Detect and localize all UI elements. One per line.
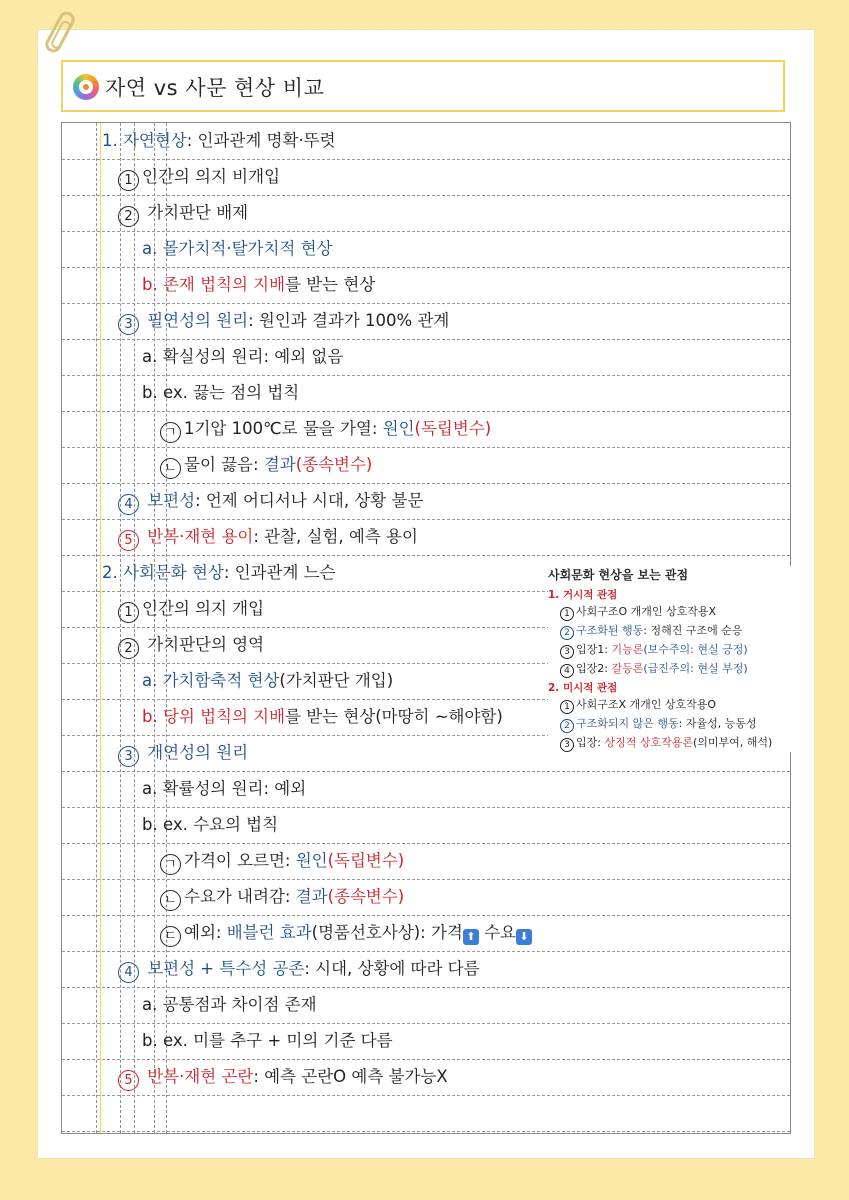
list-item: b. ex. 미를 추구 + 미의 기준 다름: [142, 1031, 393, 1050]
title-box: [61, 60, 785, 112]
list-item: 1 인간의 의지 개입: [118, 591, 264, 627]
list-item: a. 가치함축적 현상(가치판단 개입): [142, 671, 394, 690]
arrow-up-icon: ⬆: [463, 929, 479, 945]
list-item: b. ex. 끓는 점의 법칙: [142, 383, 300, 402]
list-item: 5 반복·재현 곤란: 예측 곤란O 예측 불가능X: [118, 1059, 448, 1095]
list-item: b. 당위 법칙의 지배를 받는 현상(마땅히 ~해야함): [142, 707, 503, 726]
section-heading-natural: 1. 자연현상: 인과관계 명확·뚜렷: [102, 131, 336, 150]
list-item: 2 가치판단의 영역: [118, 627, 264, 663]
list-item: a. 몰가치적·탈가치적 현상: [142, 239, 333, 258]
side-note-item: 2 구조화되지 않은 행동: 자율성, 능동성: [548, 714, 793, 733]
arrow-down-icon: ⬇: [516, 929, 532, 945]
list-item: ㄱ 1기압 100℃로 물을 가열: 원인(독립변수): [160, 411, 491, 447]
side-note-item: 3 입장1: 기능론(보수주의: 현실 긍정): [548, 640, 793, 659]
list-item: 5 반복·재현 용이: 관찰, 실험, 예측 용이: [118, 519, 418, 555]
side-note-item: 3 입장: 상징적 상호작용론(의미부여, 해석): [548, 733, 793, 752]
list-item: ㄱ 가격이 오르면: 원인(독립변수): [160, 843, 404, 879]
swirl-icon: [73, 74, 99, 100]
side-note-item: 1 사회구조O 개개인 상호작용X: [548, 602, 793, 621]
list-item: b. 존재 법칙의 지배를 받는 현상: [142, 275, 376, 294]
side-note-item: 1 사회구조X 개개인 상호작용O: [548, 695, 793, 714]
list-item: 4 보편성 + 특수성 공존: 시대, 상황에 따라 다름: [118, 951, 480, 987]
side-note-item: 2 구조화된 행동: 정해진 구조에 순응: [548, 621, 793, 640]
ruled-row: [62, 1095, 790, 1132]
list-item: a. 확률성의 원리: 예외: [142, 779, 307, 798]
side-note-heading: 1. 거시적 관점: [548, 589, 618, 601]
side-note-heading: 2. 미시적 관점: [548, 682, 618, 694]
list-item: 4 보편성: 언제 어디서나 시대, 상황 불문: [118, 483, 423, 519]
side-note-item: 4 입장2: 갈등론(급진주의: 현실 부정): [548, 659, 793, 678]
page-title: 자연 vs 사문 현상 비교: [105, 76, 325, 100]
list-item: 3 개연성의 원리: [118, 735, 248, 771]
list-item: 3 필연성의 원리: 원인과 결과가 100% 관계: [118, 303, 449, 339]
list-item: ㄴ 물이 끓음: 결과(종속변수): [160, 447, 372, 483]
list-item: ㄴ 수요가 내려감: 결과(종속변수): [160, 879, 404, 915]
list-item: a. 공통점과 차이점 존재: [142, 995, 317, 1014]
list-item: a. 확실성의 원리: 예외 없음: [142, 347, 344, 366]
list-item: 1 인간의 의지 비개입: [118, 159, 280, 195]
list-item: b. ex. 수요의 법칙: [142, 815, 279, 834]
section-heading-social: 2. 사회문화 현상: 인과관계 느슨: [102, 563, 336, 582]
list-item: 2 가치판단 배제: [118, 195, 248, 231]
side-note-perspectives: [548, 566, 793, 752]
list-item: ㄷ 예외: 배블런 효과(명품선호사상): 가격 ⬆ 수요 ⬇: [160, 915, 532, 951]
side-note-title: 사회문화 현상을 보는 관점: [548, 568, 689, 582]
